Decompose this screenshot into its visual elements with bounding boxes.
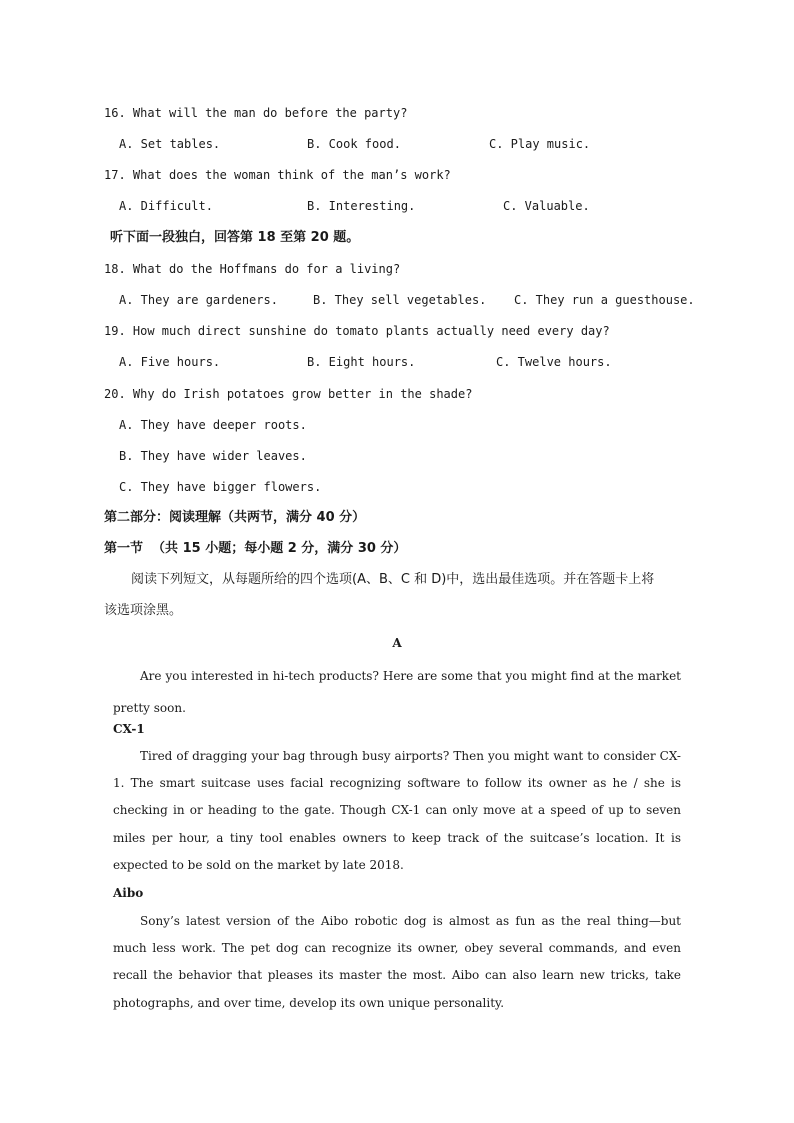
product-cx1-description-text: Tired of dragging your bag through busy airports? Then you might want to consider CX-1. The smart suitcase uses facial recognizing software to follow its owner as he / she is checking in or heading to the gate. Though CX-1 can only move at a speed of up to seven miles per hour, a tiny tool enables owners to keep track of the suitcase’s location. It is expected to be sold on the market by late 2018. (113, 749, 681, 872)
question-18-option-c: C. They run a guesthouse. (514, 293, 695, 307)
question-19-stem: 19. How much direct sunshine do tomato plants actually need every day? (104, 324, 610, 338)
question-17-option-b: B. Interesting. (307, 199, 416, 213)
question-18-option-a: A. They are gardeners. (119, 293, 278, 307)
question-17-stem: 17. What does the woman think of the man’s work? (104, 168, 451, 182)
passage-intro (113, 660, 681, 724)
question-18-option-b: B. They sell vegetables. (313, 293, 487, 307)
product-cx1-description (113, 743, 681, 879)
question-20-option-c: C. They have bigger flowers. (119, 480, 322, 494)
product-aibo-description (113, 908, 681, 1017)
question-18-stem: 18. What do the Hoffmans do for a living? (104, 262, 401, 276)
product-aibo-description-text: Sony’s latest version of the Aibo robotic dog is almost as fun as the real thing—but much less work. The pet dog can recognize its owner, obey several commands, and even recall the behavior that pleases its master the most. Aibo can also learn new tricks, take photographs, and over time, develop its own unique personality. (113, 914, 681, 1010)
question-16-option-b: B. Cook food. (307, 137, 401, 151)
question-20-stem: 20. Why do Irish potatoes grow better in the shade? (104, 387, 473, 401)
question-20-option-b: B. They have wider leaves. (119, 449, 307, 463)
question-19-option-b: B. Eight hours. (307, 355, 416, 369)
question-16-stem: 16. What will the man do before the party? (104, 106, 408, 120)
question-17-option-c: C. Valuable. (503, 199, 590, 213)
passage-label: A (392, 636, 402, 650)
monologue-instruction: 听下面一段独白，回答第 18 至第 20 题。 (110, 230, 360, 245)
section1-heading: 第一节 （共 15 小题；每小题 2 分，满分 30 分） (104, 541, 407, 556)
part2-heading: 第二部分：阅读理解（共两节，满分 40 分） (104, 510, 366, 525)
question-17-option-a: A. Difficult. (119, 199, 213, 213)
question-19-option-a: A. Five hours. (119, 355, 221, 369)
passage-intro-text: Are you interested in hi-tech products? Here are some that you might find at the market pretty soon. (113, 669, 681, 715)
product-cx1-name: CX-1 (113, 722, 145, 736)
question-16-option-c: C. Play music. (489, 137, 591, 151)
product-aibo-name: Aibo (113, 886, 144, 900)
reading-instruction-line2: 该选项涂黑。 (104, 603, 183, 618)
question-19-option-c: C. Twelve hours. (496, 355, 612, 369)
reading-instruction-line1: 阅读下列短文，从每题所给的四个选项(A、B、C 和 D)中，选出最佳选项。并在答题卡上将 (131, 572, 655, 587)
question-20-option-a: A. They have deeper roots. (119, 418, 307, 432)
question-16-option-a: A. Set tables. (119, 137, 221, 151)
